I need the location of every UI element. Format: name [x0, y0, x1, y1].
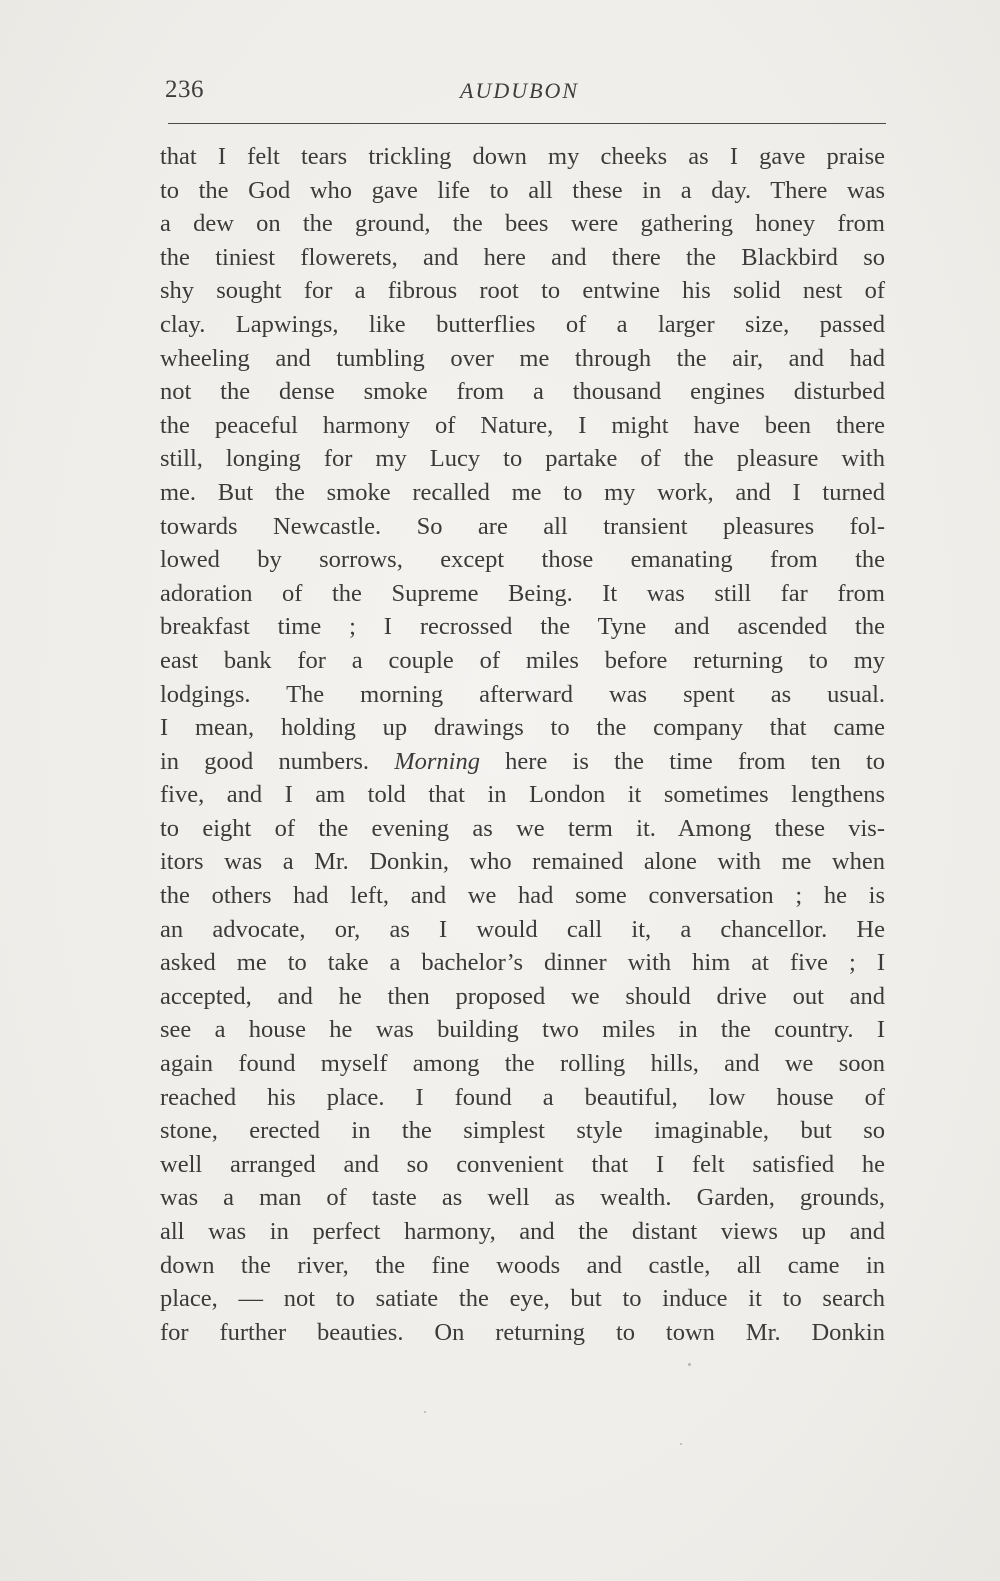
- text-line: clay. Lapwings, like butterflies of a larger size, passed: [160, 310, 885, 338]
- header-rule: [168, 123, 886, 124]
- text-line: not the dense smoke from a thousand engines disturbed: [160, 378, 885, 406]
- text-line: itors was a Mr. Donkin, who remained alone with me when: [160, 848, 885, 876]
- text-line-mixed: [160, 745, 885, 779]
- text-line: down the river, the fine woods and castle, all came in: [160, 1251, 885, 1279]
- text-line: five, and I am told that in London it sometimes lengthens: [160, 781, 885, 809]
- text-line: for further beauties. On returning to town Mr. Donkin: [160, 1318, 885, 1346]
- body-text: [160, 140, 885, 1349]
- text-line: to the God who gave life to all these in a day. There was: [160, 176, 885, 204]
- paper-speck: [688, 1363, 691, 1366]
- text-line: all was in perfect harmony, and the distant views up and: [160, 1218, 885, 1245]
- text-segment: here is the time from ten to: [505, 747, 886, 775]
- text-line: asked me to take a bachelor’s dinner with him at five ; I: [160, 949, 885, 977]
- text-line: see a house he was building two miles in the country. I: [160, 1016, 885, 1044]
- text-line: the peaceful harmony of Nature, I might have been there: [160, 411, 885, 439]
- text-line: again found myself among the rolling hills, and we soon: [160, 1050, 885, 1078]
- text-line: well arranged and so convenient that I felt satisfied he: [160, 1150, 885, 1178]
- text-line: adoration of the Supreme Being. It was still far from: [160, 579, 885, 607]
- text-line: an advocate, or, as I would call it, a chancellor. He: [160, 915, 885, 943]
- running-head: AUDUBON: [460, 78, 580, 103]
- text-line: east bank for a couple of miles before returning to my: [160, 646, 885, 674]
- text-line: that I felt tears trickling down my cheeks as I gave praise: [160, 143, 885, 170]
- text-line: reached his place. I found a beautiful, low house of: [160, 1083, 885, 1111]
- text-line: shy sought for a fibrous root to entwine his solid nest of: [160, 277, 885, 305]
- text-line: was a man of taste as well as wealth. Garden, grounds,: [160, 1184, 885, 1212]
- italic-word: Morning: [394, 747, 480, 775]
- text-line: the tiniest flowerets, and here and there the Blackbird so: [160, 243, 885, 271]
- page-header: [165, 72, 885, 112]
- text-segment: in good numbers.: [160, 747, 369, 775]
- paper-speck: [424, 1411, 426, 1413]
- text-line: accepted, and he then proposed we should drive out and: [160, 982, 885, 1010]
- page-number: 236: [165, 76, 204, 103]
- text-line: lowed by sorrows, except those emanating from the: [160, 546, 885, 574]
- text-line: place, — not to satiate the eye, but to induce it to search: [160, 1285, 885, 1313]
- text-line: wheeling and tumbling over me through the air, and had: [160, 344, 885, 372]
- text-line: lodgings. The morning afterward was spent as usual.: [160, 680, 885, 708]
- text-line: still, longing for my Lucy to partake of the pleasure with: [160, 445, 885, 473]
- text-line: a dew on the ground, the bees were gathering honey from: [160, 210, 885, 238]
- text-line: to eight of the evening as we term it. Among these vis-: [160, 814, 885, 842]
- text-line: stone, erected in the simplest style imaginable, but so: [160, 1117, 885, 1145]
- text-line: me. But the smoke recalled me to my work, and I turned: [160, 478, 885, 506]
- text-line: the others had left, and we had some conversation ; he is: [160, 882, 885, 910]
- text-line: towards Newcastle. So are all transient pleasures fol-: [160, 512, 885, 540]
- paper-speck: [680, 1443, 682, 1445]
- text-line: I mean, holding up drawings to the company that came: [160, 714, 885, 742]
- text-line: breakfast time ; I recrossed the Tyne and ascended the: [160, 613, 885, 641]
